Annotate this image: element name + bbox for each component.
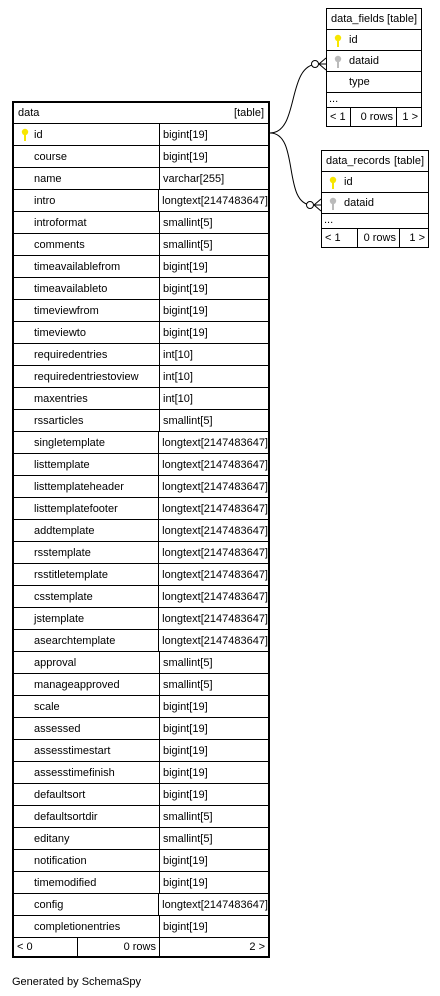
column-row[interactable] bbox=[14, 586, 268, 608]
column-row[interactable] bbox=[14, 652, 268, 674]
column-row[interactable] bbox=[14, 124, 268, 146]
column-row[interactable] bbox=[14, 740, 268, 762]
column-row[interactable] bbox=[14, 146, 268, 168]
column-name: intro bbox=[34, 194, 56, 207]
column-name: defaultsortdir bbox=[34, 810, 98, 823]
table-data[interactable] bbox=[12, 101, 270, 958]
column-row[interactable] bbox=[14, 388, 268, 410]
column-row[interactable] bbox=[14, 718, 268, 740]
column-type: longtext[2147483647] bbox=[162, 524, 268, 537]
column-name-cell bbox=[14, 542, 159, 563]
column-row[interactable] bbox=[14, 608, 268, 630]
table-header bbox=[327, 9, 421, 30]
column-type: bigint[19] bbox=[163, 920, 208, 933]
column-row[interactable] bbox=[322, 172, 428, 193]
relationship-data-to-data-fields bbox=[270, 64, 318, 133]
column-type: longtext[2147483647] bbox=[162, 480, 268, 493]
column-name-cell bbox=[14, 366, 160, 387]
column-name-cell bbox=[14, 718, 160, 739]
column-name: introformat bbox=[34, 216, 87, 229]
column-name-cell bbox=[14, 894, 159, 915]
column-row[interactable] bbox=[14, 850, 268, 872]
foreign-key-icon bbox=[333, 55, 343, 69]
primary-key-icon bbox=[333, 34, 343, 48]
column-name-cell bbox=[14, 828, 160, 849]
column-name-cell bbox=[14, 432, 159, 453]
column-type: bigint[19] bbox=[163, 744, 208, 757]
column-row[interactable] bbox=[14, 696, 268, 718]
table-footer bbox=[327, 108, 421, 126]
column-name: asearchtemplate bbox=[34, 634, 116, 647]
column-row[interactable] bbox=[327, 51, 421, 72]
column-name-cell bbox=[14, 652, 160, 673]
column-name-cell bbox=[14, 410, 160, 431]
foreign-key-icon bbox=[328, 197, 338, 211]
column-name: listtemplateheader bbox=[34, 480, 124, 493]
column-row[interactable] bbox=[14, 806, 268, 828]
relationship-data-to-data-records bbox=[270, 133, 312, 205]
column-name: jstemplate bbox=[34, 612, 85, 625]
column-name: singletemplate bbox=[34, 436, 105, 449]
column-row[interactable] bbox=[14, 278, 268, 300]
column-row[interactable] bbox=[327, 30, 421, 51]
column-name-cell bbox=[14, 190, 159, 211]
column-row[interactable] bbox=[14, 564, 268, 586]
column-name-cell bbox=[14, 498, 159, 519]
column-name-cell bbox=[14, 630, 159, 651]
column-type: bigint[19] bbox=[163, 150, 208, 163]
table-header bbox=[14, 103, 268, 124]
column-name-cell bbox=[14, 784, 160, 805]
column-type: bigint[19] bbox=[163, 788, 208, 801]
column-type: longtext[2147483647] bbox=[162, 612, 268, 625]
table-name[interactable]: data_fields bbox=[331, 13, 385, 25]
column-row[interactable] bbox=[14, 894, 268, 916]
column-name: dataid bbox=[349, 55, 379, 67]
column-row[interactable] bbox=[14, 366, 268, 388]
column-row[interactable] bbox=[14, 498, 268, 520]
column-name: timeviewto bbox=[34, 326, 86, 339]
column-name: listtemplate bbox=[34, 458, 90, 471]
column-type: smallint[5] bbox=[163, 216, 213, 229]
parents-count[interactable]: < 0 bbox=[14, 938, 78, 956]
column-type: varchar[255] bbox=[163, 172, 225, 185]
column-type: bigint[19] bbox=[163, 304, 208, 317]
column-type: longtext[2147483647] bbox=[162, 634, 268, 647]
column-name: csstemplate bbox=[34, 590, 93, 603]
column-name: timeavailablefrom bbox=[34, 260, 121, 273]
parents-count[interactable]: < 1 bbox=[322, 229, 358, 247]
column-name: timeviewfrom bbox=[34, 304, 99, 317]
column-type: longtext[2147483647] bbox=[162, 590, 268, 603]
column-type: int[10] bbox=[163, 348, 193, 361]
column-type: bigint[19] bbox=[163, 876, 208, 889]
table-header bbox=[322, 151, 428, 172]
children-count[interactable]: 1 > bbox=[409, 232, 425, 244]
column-name-cell bbox=[14, 454, 159, 475]
table-footer bbox=[322, 229, 428, 247]
column-row[interactable] bbox=[14, 190, 268, 212]
table-name[interactable]: data_records bbox=[326, 155, 391, 167]
column-row[interactable] bbox=[14, 454, 268, 476]
column-name-cell bbox=[14, 256, 160, 277]
crowfoot-fields bbox=[319, 58, 326, 70]
column-name: id bbox=[34, 128, 43, 141]
primary-key-icon bbox=[328, 176, 338, 190]
row-count: 0 rows bbox=[78, 938, 160, 956]
column-type: bigint[19] bbox=[163, 128, 208, 141]
column-name: course bbox=[34, 150, 68, 163]
column-name: scale bbox=[34, 700, 60, 713]
more-columns-indicator: ... bbox=[327, 93, 421, 108]
column-name: editany bbox=[34, 832, 70, 845]
column-row[interactable] bbox=[14, 256, 268, 278]
column-type: smallint[5] bbox=[163, 414, 213, 427]
column-type: bigint[19] bbox=[163, 260, 208, 273]
column-type: longtext[2147483647] bbox=[162, 502, 268, 515]
column-row[interactable] bbox=[14, 322, 268, 344]
column-name-cell bbox=[14, 234, 160, 255]
column-name: id bbox=[349, 34, 358, 46]
primary-key-icon bbox=[20, 128, 30, 142]
column-name-cell bbox=[14, 278, 160, 299]
column-row[interactable] bbox=[14, 212, 268, 234]
parents-count[interactable]: < 1 bbox=[327, 108, 351, 126]
column-type: longtext[2147483647] bbox=[162, 568, 268, 581]
column-row[interactable] bbox=[322, 193, 428, 214]
table-data-records[interactable] bbox=[321, 150, 429, 248]
column-name-cell bbox=[14, 850, 160, 871]
column-row[interactable] bbox=[14, 872, 268, 894]
column-name: notification bbox=[34, 854, 87, 867]
column-type: longtext[2147483647] bbox=[162, 458, 268, 471]
column-list bbox=[14, 124, 268, 938]
column-name: config bbox=[34, 898, 64, 911]
column-row[interactable] bbox=[14, 300, 268, 322]
column-name-cell bbox=[14, 168, 160, 189]
column-row[interactable] bbox=[14, 234, 268, 256]
column-name-cell bbox=[14, 124, 160, 145]
column-type: smallint[5] bbox=[163, 810, 213, 823]
column-type: bigint[19] bbox=[163, 854, 208, 867]
column-row[interactable] bbox=[14, 630, 268, 652]
column-name: assesstimefinish bbox=[34, 766, 115, 779]
column-name: timeavailableto bbox=[34, 282, 108, 295]
column-type: smallint[5] bbox=[163, 656, 213, 669]
column-type: longtext[2147483647] bbox=[162, 898, 268, 911]
children-count[interactable]: 1 > bbox=[402, 111, 418, 123]
column-row[interactable] bbox=[14, 542, 268, 564]
column-name-cell bbox=[14, 322, 160, 343]
column-name: rsstitletemplate bbox=[34, 568, 108, 581]
column-name: requiredentriestoview bbox=[34, 370, 139, 383]
column-name-cell bbox=[14, 586, 159, 607]
table-kind: [table] bbox=[234, 107, 264, 119]
children-count[interactable]: 2 > bbox=[249, 941, 265, 953]
column-name-cell bbox=[14, 740, 160, 761]
column-name: dataid bbox=[344, 197, 374, 209]
column-row[interactable] bbox=[14, 432, 268, 454]
column-row[interactable] bbox=[14, 762, 268, 784]
column-name: listtemplatefooter bbox=[34, 502, 118, 515]
more-columns-indicator: ... bbox=[322, 214, 428, 229]
column-name: timemodified bbox=[34, 876, 97, 889]
table-kind: [table] bbox=[394, 155, 424, 167]
column-row[interactable] bbox=[14, 784, 268, 806]
column-name: id bbox=[344, 176, 353, 188]
table-data-fields[interactable] bbox=[326, 8, 422, 127]
column-row[interactable] bbox=[14, 168, 268, 190]
column-type: bigint[19] bbox=[163, 282, 208, 295]
column-name-cell bbox=[14, 146, 160, 167]
column-name-cell bbox=[14, 476, 159, 497]
column-name-cell bbox=[14, 762, 160, 783]
column-name: requiredentries bbox=[34, 348, 108, 361]
table-kind: [table] bbox=[387, 13, 417, 25]
fk-optional-marker-fields bbox=[312, 61, 319, 68]
column-row[interactable] bbox=[14, 828, 268, 850]
column-name-cell bbox=[14, 674, 160, 695]
column-name: type bbox=[349, 76, 370, 88]
column-type: int[10] bbox=[163, 392, 193, 405]
generated-by-footer: Generated by SchemaSpy bbox=[12, 976, 142, 988]
column-name: assesstimestart bbox=[34, 744, 111, 757]
column-name-cell bbox=[14, 212, 160, 233]
column-name-cell bbox=[14, 608, 159, 629]
column-row[interactable] bbox=[14, 674, 268, 696]
column-row[interactable] bbox=[14, 916, 268, 938]
fk-optional-marker-records bbox=[307, 202, 314, 209]
column-row[interactable] bbox=[14, 476, 268, 498]
column-name-cell bbox=[14, 872, 160, 893]
column-name-cell bbox=[14, 806, 160, 827]
column-type: longtext[2147483647] bbox=[162, 436, 268, 449]
column-name-cell bbox=[14, 564, 159, 585]
column-name-cell bbox=[14, 916, 160, 937]
column-name: maxentries bbox=[34, 392, 88, 405]
column-type: bigint[19] bbox=[163, 700, 208, 713]
column-row[interactable] bbox=[14, 410, 268, 432]
column-row[interactable] bbox=[327, 72, 421, 93]
column-type: longtext[2147483647] bbox=[162, 546, 268, 559]
crowfoot-records bbox=[314, 199, 321, 211]
column-type: smallint[5] bbox=[163, 238, 213, 251]
column-name: rsstemplate bbox=[34, 546, 91, 559]
column-name: completionentries bbox=[34, 920, 121, 933]
table-footer bbox=[14, 938, 268, 956]
column-name: assessed bbox=[34, 722, 81, 735]
column-name: rssarticles bbox=[34, 414, 84, 427]
column-type: bigint[19] bbox=[163, 766, 208, 779]
row-count: 0 rows bbox=[351, 108, 397, 126]
column-name-cell bbox=[14, 520, 159, 541]
column-name: manageapproved bbox=[34, 678, 120, 691]
column-name-cell bbox=[14, 344, 160, 365]
column-type: bigint[19] bbox=[163, 722, 208, 735]
column-type: longtext[2147483647] bbox=[162, 194, 268, 207]
column-name-cell bbox=[14, 300, 160, 321]
column-name: comments bbox=[34, 238, 85, 251]
column-name: defaultsort bbox=[34, 788, 86, 801]
column-name-cell bbox=[14, 388, 160, 409]
column-row[interactable] bbox=[14, 520, 268, 542]
column-type: smallint[5] bbox=[163, 832, 213, 845]
column-name: addtemplate bbox=[34, 524, 95, 537]
column-type: int[10] bbox=[163, 370, 193, 383]
column-type: bigint[19] bbox=[163, 326, 208, 339]
column-row[interactable] bbox=[14, 344, 268, 366]
table-name[interactable]: data bbox=[18, 107, 40, 119]
row-count: 0 rows bbox=[358, 229, 400, 247]
column-name: approval bbox=[34, 656, 77, 669]
column-name-cell bbox=[14, 696, 160, 717]
column-type: smallint[5] bbox=[163, 678, 213, 691]
column-name: name bbox=[34, 172, 62, 185]
